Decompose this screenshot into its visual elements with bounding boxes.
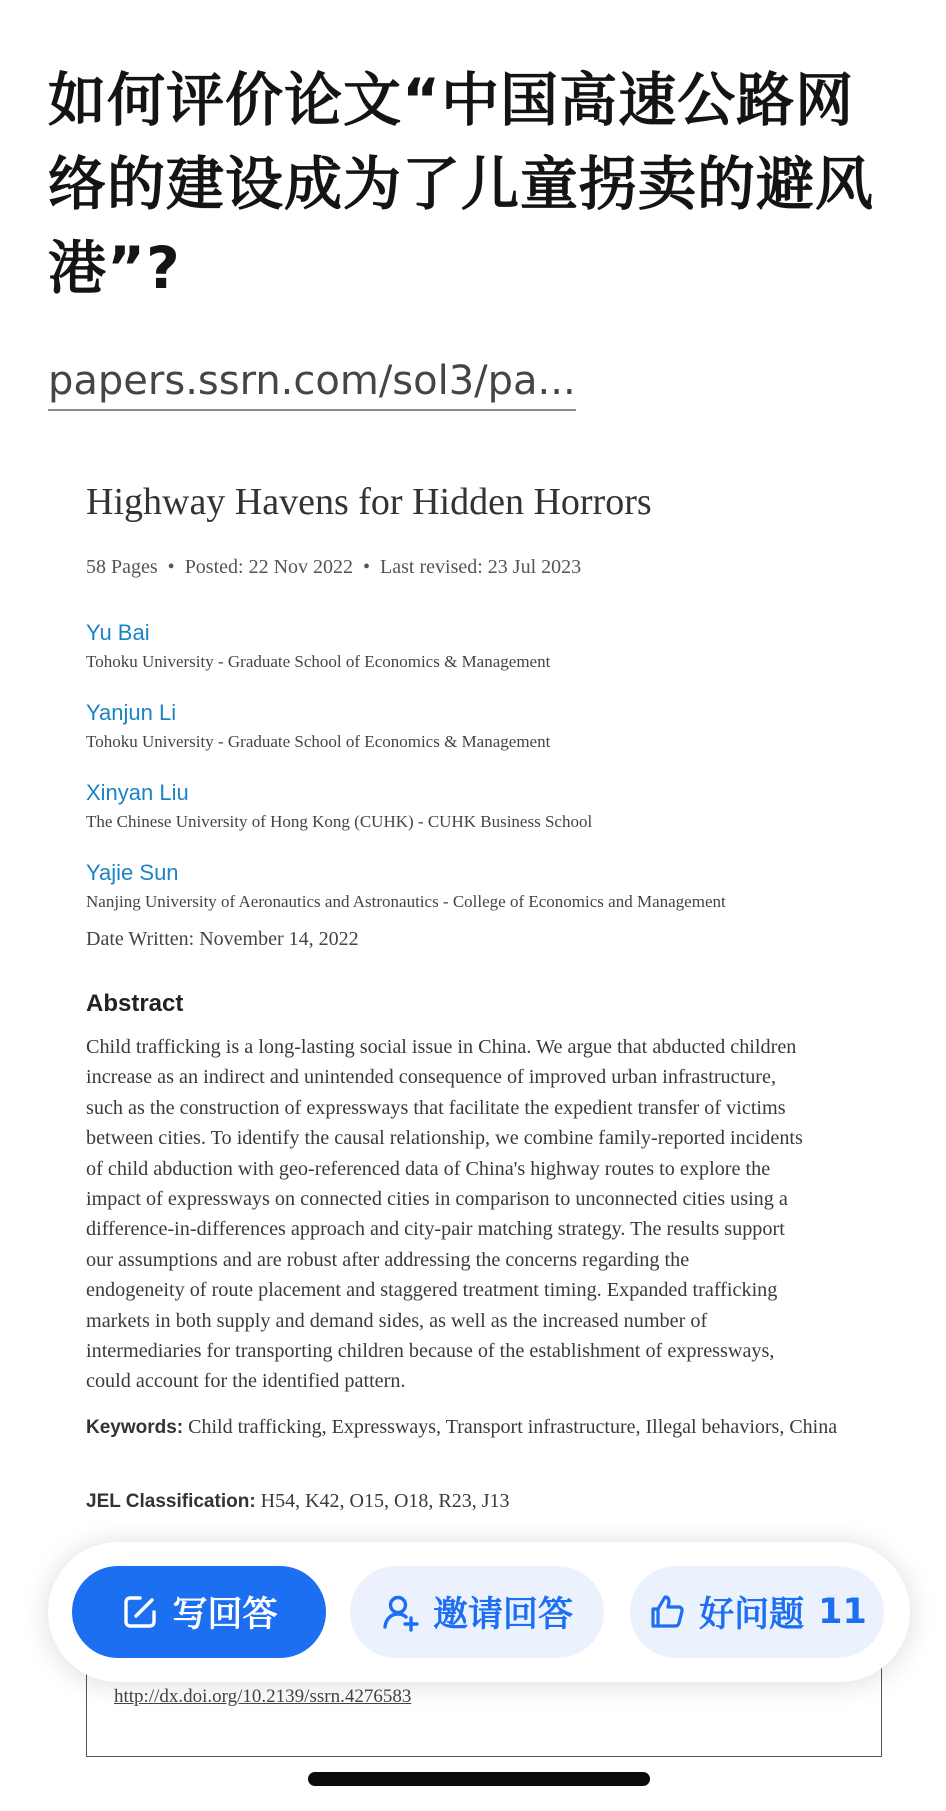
keywords-label: Keywords: (86, 1417, 184, 1438)
source-link[interactable]: papers.ssrn.com/sol3/pa... (48, 355, 576, 411)
revised-date: Last revised: 23 Jul 2023 (380, 556, 582, 578)
abstract-line: markets in both supply and demand sides, as well as the increased number of (86, 1309, 708, 1332)
good-question-button[interactable] (630, 1566, 884, 1658)
jel-label: JEL Classification: (86, 1491, 256, 1512)
keywords (86, 1412, 886, 1443)
author-name: Yanjun Li (86, 700, 177, 725)
abstract-line: could account for the identified pattern. (86, 1370, 406, 1393)
author-entry (86, 700, 550, 752)
author-name: Yu Bai (86, 620, 150, 645)
action-bar (48, 1542, 910, 1682)
edit-icon (120, 1592, 160, 1632)
home-indicator (308, 1772, 650, 1786)
author-entry (86, 780, 592, 832)
author-affiliation: The Chinese University of Hong Kong (CUHK) - CUHK Business School (86, 812, 593, 831)
separator-dot: • (167, 556, 175, 578)
abstract-line: Child trafficking is a long-lasting social issue in China. We argue that abducted children (86, 1036, 797, 1058)
author-affiliation: Tohoku University - Graduate School of Economics & Management (86, 732, 551, 751)
abstract-line: such as the construction of expressways that facilitate the expedient transfer of victims (86, 1096, 786, 1119)
author-entry (86, 620, 550, 672)
author-affiliation: Nanjing University of Aeronautics and Astronautics - College of Economics and Management (86, 892, 726, 911)
paper-meta (86, 556, 581, 579)
author-name: Xinyan Liu (86, 780, 189, 805)
write-answer-label: 写回答 (172, 1595, 278, 1635)
doi-link[interactable]: http://dx.doi.org/10.2139/ssrn.4276583 (114, 1686, 412, 1707)
keywords-value: Child trafficking, Expressways, Transport infrastructure, Illegal behaviors, China (188, 1416, 838, 1438)
paper-title: Highway Havens for Hidden Horrors (86, 481, 652, 523)
author-name: Yajie Sun (86, 860, 179, 885)
abstract-line: of child abduction with geo-referenced data of China's highway routes to explore the (86, 1157, 771, 1180)
author-entry (86, 860, 726, 912)
thumbs-up-icon (647, 1592, 687, 1632)
question-title: 如何评价论文“中国高速公路网络的建设成为了儿童拐卖的避风港”? (48, 66, 875, 302)
abstract-line: endogeneity of route placement and staggered treatment timing. Expanded trafficking (86, 1279, 778, 1302)
abstract-line: difference-in-differences approach and city-pair matching strategy. The results support (86, 1218, 785, 1241)
abstract-line: increase as an indirect and unintended consequence of improved urban infrastructure, (86, 1066, 777, 1089)
posted-date: Posted: 22 Nov 2022 (184, 556, 354, 578)
abstract-line: intermediaries for transporting children because of the establishment of expressways, (86, 1340, 775, 1363)
abstract-line: between cities. To identify the causal relationship, we combine family-reported incidents (86, 1127, 803, 1150)
write-answer-button[interactable] (72, 1566, 326, 1658)
page-count: 58 Pages (86, 556, 158, 578)
abstract-line: our assumptions and are robust after addressing the concerns regarding the (86, 1248, 690, 1271)
abstract-line: impact of expressways on connected cities in comparison to unconnected cities using a (86, 1188, 788, 1211)
separator-dot: • (363, 556, 371, 578)
invite-answer-button[interactable] (350, 1566, 604, 1658)
good-question-count: 11 (818, 1592, 867, 1632)
date-written: Date Written: November 14, 2022 (86, 928, 359, 950)
author-affiliation: Tohoku University - Graduate School of Economics & Management (86, 652, 551, 671)
abstract-heading: Abstract (86, 990, 184, 1017)
invite-answer-label: 邀请回答 (432, 1595, 573, 1635)
abstract-body (86, 1032, 886, 1397)
good-question-label: 好问题 (699, 1595, 805, 1635)
add-user-icon (381, 1592, 421, 1632)
jel-value: H54, K42, O15, O18, R23, J13 (260, 1490, 510, 1512)
jel-classification (86, 1486, 886, 1517)
